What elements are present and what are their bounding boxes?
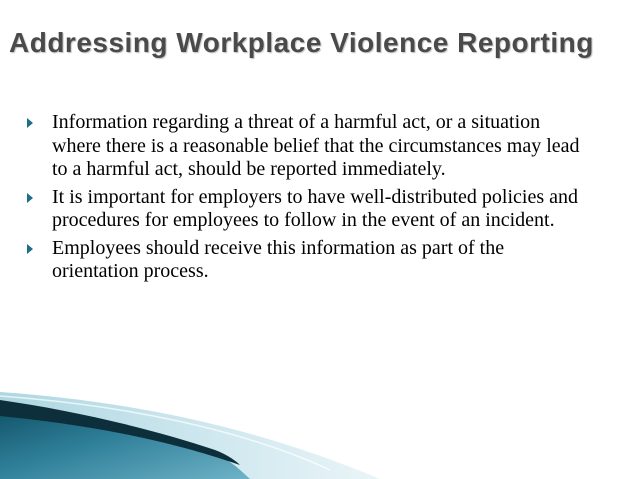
bullet-text: Information regarding a threat of a harmful act, or a situation where there is a reasonable belief that the circumstances may lead to a harmful act, should be reported immediately. bbox=[52, 111, 580, 180]
bullet-text: Employees should receive this information as part of the orientation process. bbox=[52, 236, 505, 282]
slide-title: Addressing Workplace Violence Reporting bbox=[9, 27, 594, 58]
bullet-text: It is important for employers to have well-distributed policies and procedures for employees to follow in the event of an incident. bbox=[52, 185, 578, 231]
